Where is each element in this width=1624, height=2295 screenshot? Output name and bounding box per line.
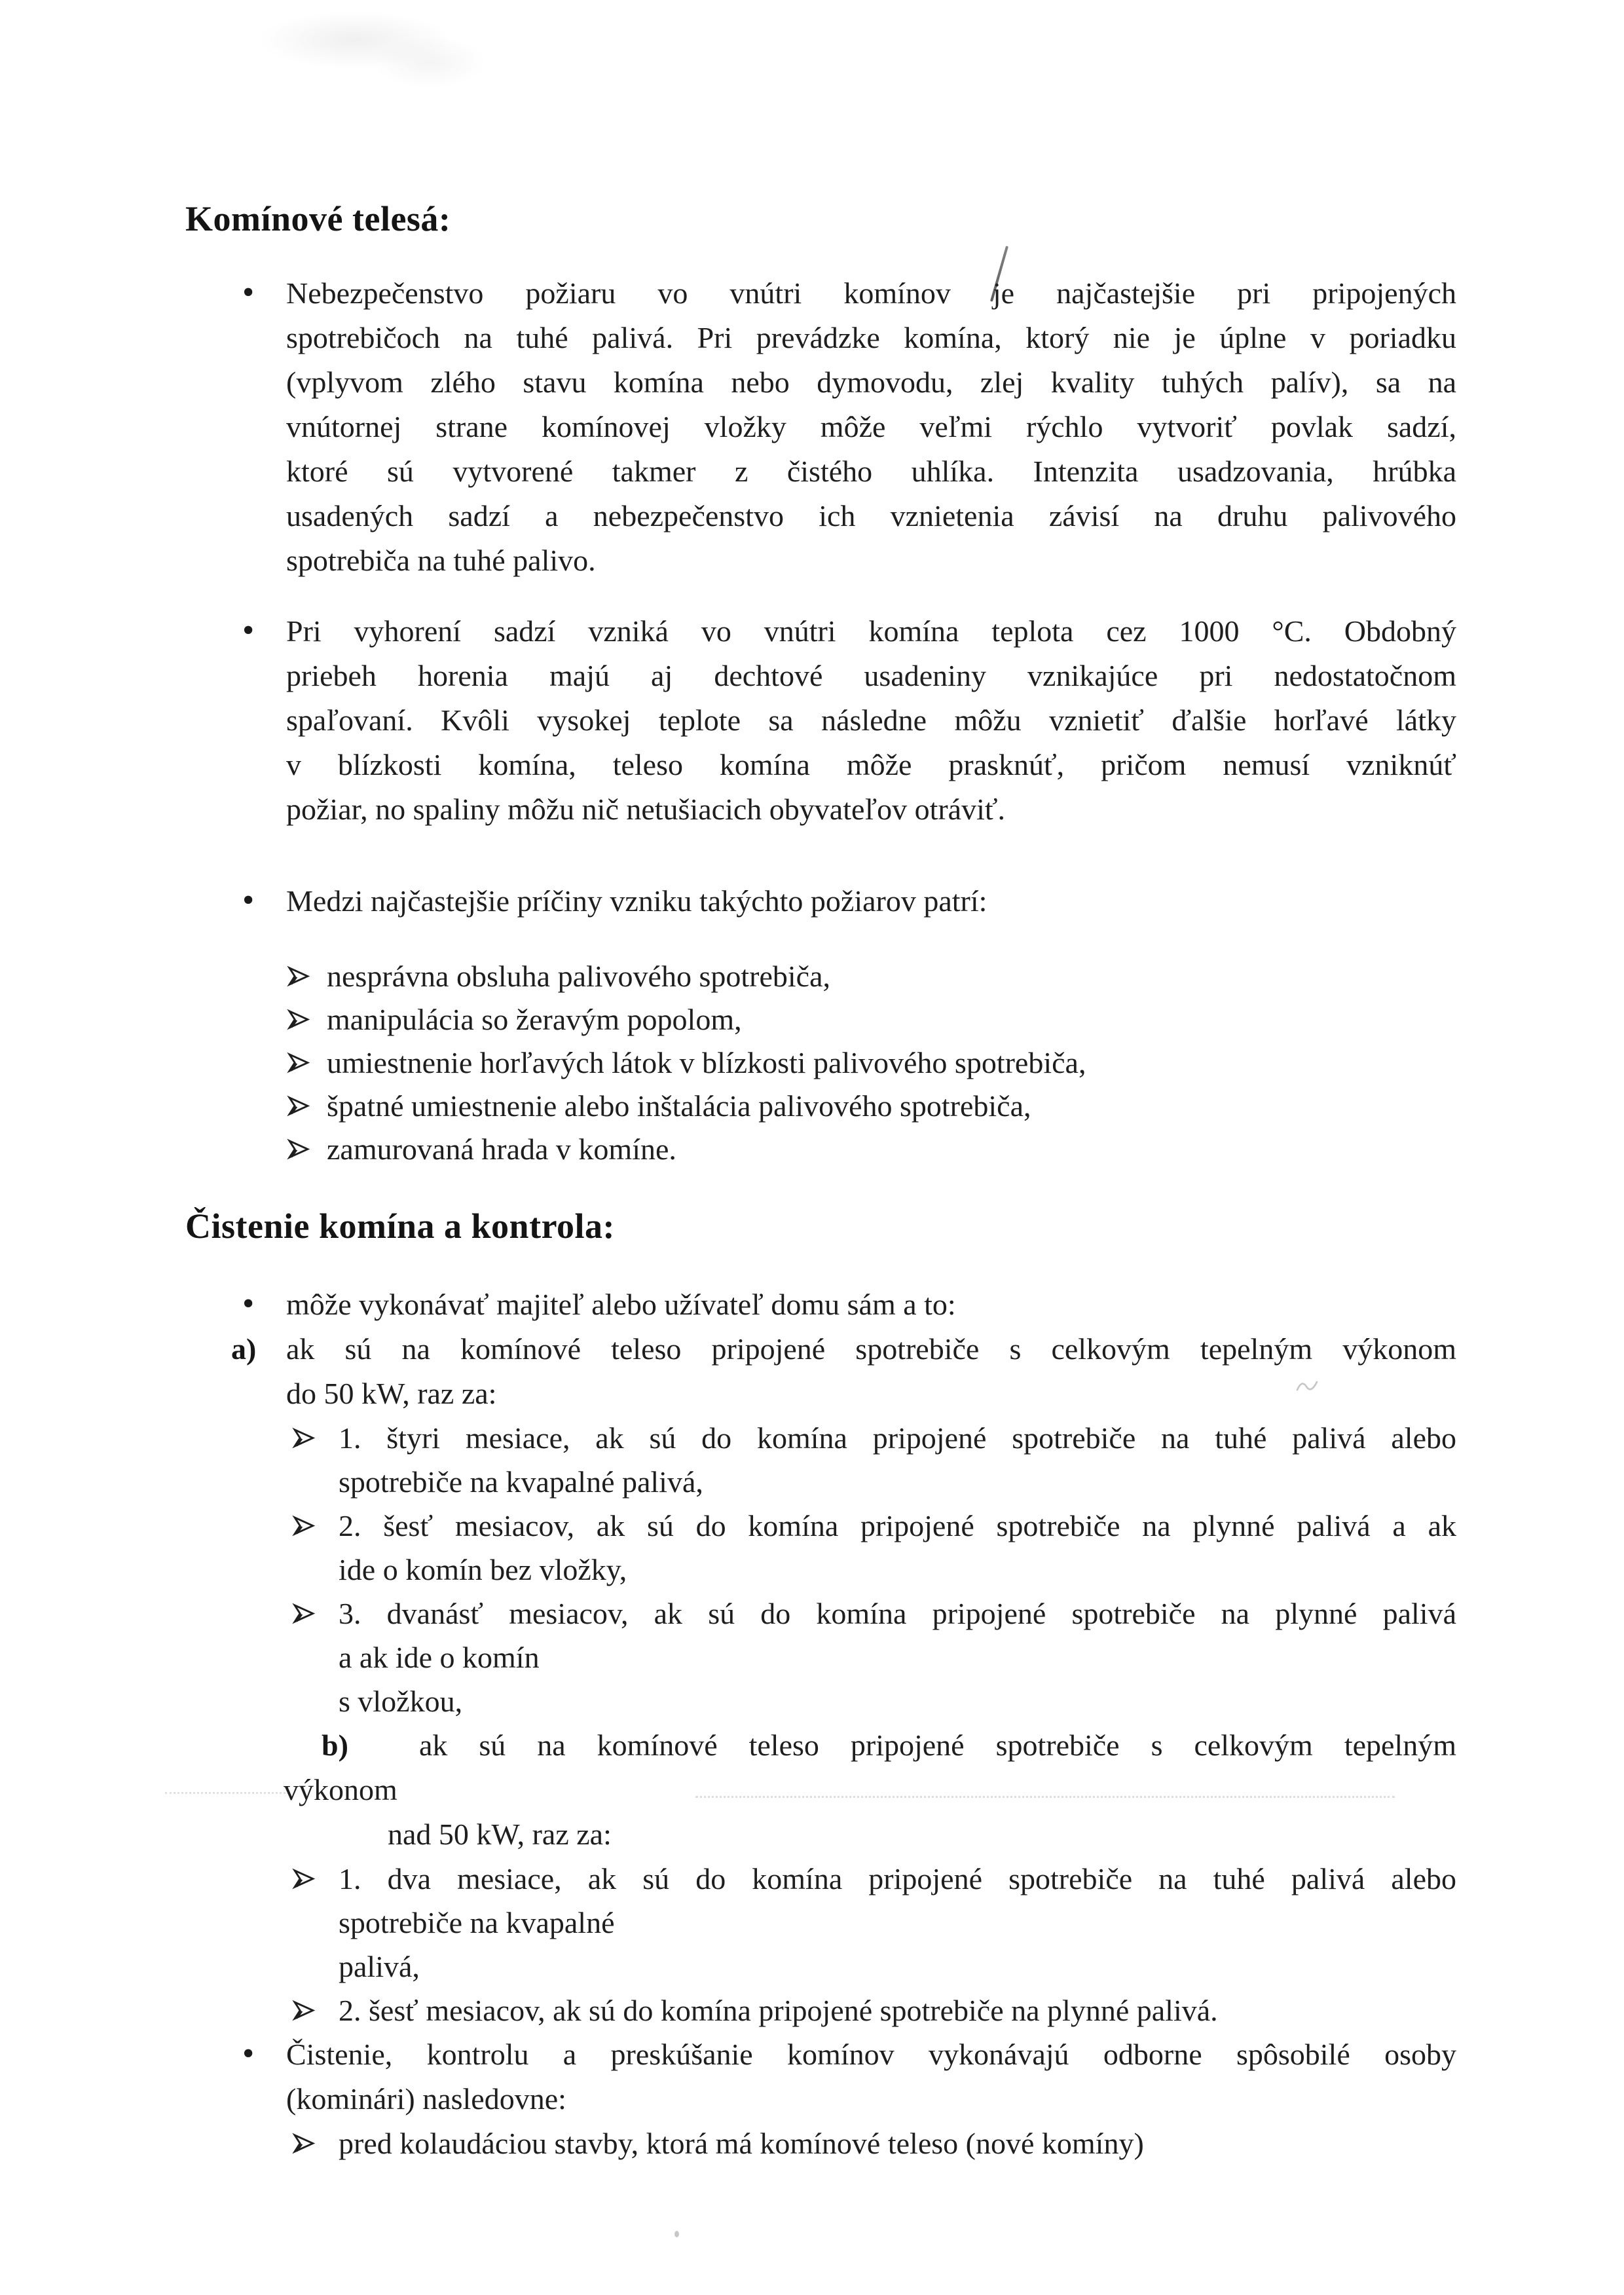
- list-item: [185, 1128, 1456, 1171]
- list-item-text: umiestnenie horľavých látok v blízkosti palivového spotrebiča,: [327, 1046, 1086, 1079]
- sub-item-b1: [185, 1857, 1456, 1988]
- list-item-text: manipulácia so žeravým popolom,: [327, 1003, 742, 1036]
- bullet-icon: •: [242, 1285, 255, 1322]
- list-item-b: [185, 1723, 1456, 1768]
- item-a-marker: a): [231, 1332, 257, 1366]
- text-line: (vplyvom zlého stavu komína nebo dymovodu, zlej kvality tuhých palív), sa na: [286, 365, 1456, 399]
- bullet-paragraph-causes-intro: [185, 879, 1456, 924]
- arrow-bullet-icon: [286, 1051, 310, 1075]
- sub-item-a1: [185, 1416, 1456, 1504]
- causes-list: [185, 955, 1456, 1171]
- arrow-bullet-icon: [291, 1426, 316, 1450]
- list-item-text: nesprávna obsluha palivového spotrebiča,: [327, 960, 830, 993]
- item-b-marker: b): [322, 1728, 348, 1762]
- arrow-bullet-icon: [291, 1601, 316, 1626]
- sub-item-b2: [185, 1988, 1456, 2032]
- text-line: spaľovaní. Kvôli vysokej teplote sa následne môžu vznietiť ďalšie horľavé látky: [286, 703, 1456, 737]
- arrow-bullet-icon: [291, 2131, 316, 2155]
- text-line: (kominári) nasledovne:: [286, 2082, 566, 2116]
- text-line: nad 50 kW, raz za:: [388, 1818, 612, 1851]
- bullet-paragraph-owner-cleaning: [185, 1282, 1456, 1327]
- text-line: a ak ide o komín: [339, 1641, 540, 1674]
- text-line: 1. dva mesiace, ak sú do komína pripojené spotrebiče na tuhé palivá alebo: [339, 1862, 1456, 1895]
- text-line: priebeh horenia majú aj dechtové usadeniny vznikajúce pri nedostatočnom: [286, 659, 1456, 692]
- text-line: 2. šesť mesiacov, ak sú do komína pripojené spotrebiče na plynné palivá.: [339, 1994, 1218, 2027]
- list-item-a: [185, 1327, 1456, 1416]
- section1-heading: Komínové telesá:: [185, 199, 451, 238]
- text-line: Čistenie, kontrolu a preskúšanie komínov vykonávajú odborne spôsobilé osoby: [286, 2038, 1456, 2071]
- list-item: [185, 1085, 1456, 1128]
- text-line: 3. dvanásť mesiacov, ak sú do komína pripojené spotrebiče na plynné palivá: [339, 1597, 1456, 1630]
- text-line: vnútornej strane komínovej vložky môže veľmi rýchlo vytvoriť povlak sadzí,: [286, 410, 1456, 443]
- text-line: spotrebiče na kvapalné: [339, 1906, 615, 1939]
- text-line: ktoré sú vytvorené takmer z čistého uhlíka. Intenzita usadzovania, hrúbka: [286, 455, 1456, 488]
- list-item-text: zamurovaná hrada v komíne.: [327, 1132, 676, 1166]
- text-line: ak sú na komínové teleso pripojené spotrebiče s celkovým tepelným: [419, 1728, 1456, 1762]
- bullet-icon: •: [242, 274, 255, 311]
- arrow-bullet-icon: [291, 1998, 316, 2023]
- scan-speck-artifact: [674, 2231, 679, 2237]
- bullet-paragraph-professionals: [185, 2032, 1456, 2121]
- arrow-bullet-icon: [286, 964, 310, 988]
- text-line: ak sú na komínové teleso pripojené spotrebiče s celkovým tepelným výkonom: [286, 1332, 1456, 1366]
- text-line: výkonom: [284, 1773, 397, 1806]
- text-line: do 50 kW, raz za:: [286, 1377, 497, 1410]
- text-line: spotrebiča na tuhé palivo.: [286, 544, 596, 577]
- sub-item-inspection: [185, 2121, 1456, 2165]
- sub-item-a2: [185, 1504, 1456, 1592]
- text-line: spotrebičoch na tuhé palivá. Pri prevádzke komína, ktorý nie je úplne v poriadku: [286, 321, 1456, 354]
- text-line: môže vykonávať majiteľ alebo užívateľ domu sám a to:: [286, 1288, 956, 1321]
- list-item: [185, 1041, 1456, 1085]
- bullet-icon: •: [242, 2035, 255, 2072]
- list-item: [185, 998, 1456, 1041]
- bullet-paragraph-fire-danger: [185, 271, 1456, 583]
- text-line: Medzi najčastejšie príčiny vzniku takýchto požiarov patrí:: [286, 884, 987, 918]
- bullet-icon: •: [242, 882, 255, 919]
- list-item-text: špatné umiestnenie alebo inštalácia palivového spotrebiča,: [327, 1089, 1031, 1123]
- sub-item-a3: [185, 1592, 1456, 1723]
- bullet-paragraph-soot-burnout: [185, 609, 1456, 832]
- text-line: v blízkosti komína, teleso komína môže prasknúť, pričom nemusí vzniknúť: [286, 748, 1456, 781]
- arrow-bullet-icon: [291, 1514, 316, 1538]
- text-line: 2. šesť mesiacov, ak sú do komína pripojené spotrebiče na plynné palivá a ak: [339, 1509, 1456, 1542]
- text-line: spotrebiče na kvapalné palivá,: [339, 1465, 703, 1499]
- text-line: usadených sadzí a nebezpečenstvo ich vznietenia závisí na druhu palivového: [286, 499, 1456, 532]
- arrow-bullet-icon: [286, 1137, 310, 1161]
- text-line: Nebezpečenstvo požiaru vo vnútri komínov je najčastejšie pri pripojených: [286, 276, 1456, 310]
- arrow-bullet-icon: [286, 1094, 310, 1118]
- text-line: ide o komín bez vložky,: [339, 1553, 627, 1586]
- text-line: s vložkou,: [339, 1685, 463, 1718]
- bullet-icon: •: [242, 612, 255, 649]
- text-line: 1. štyri mesiace, ak sú do komína pripojené spotrebiče na tuhé palivá alebo: [339, 1421, 1456, 1455]
- list-item: [185, 955, 1456, 998]
- text-line: Pri vyhorení sadzí vzniká vo vnútri komína teplota cez 1000 °C. Obdobný: [286, 614, 1456, 648]
- text-line: palivá,: [339, 1950, 420, 1983]
- text-line: pred kolaudáciou stavby, ktorá má komínové teleso (nové komíny): [339, 2127, 1144, 2160]
- arrow-bullet-icon: [291, 1867, 316, 1891]
- section2-heading: Čistenie komína a kontrola:: [185, 1206, 616, 1246]
- arrow-bullet-icon: [286, 1007, 310, 1032]
- text-line: požiar, no spaliny môžu nič netušiacich obyvateľov otráviť.: [286, 793, 1006, 826]
